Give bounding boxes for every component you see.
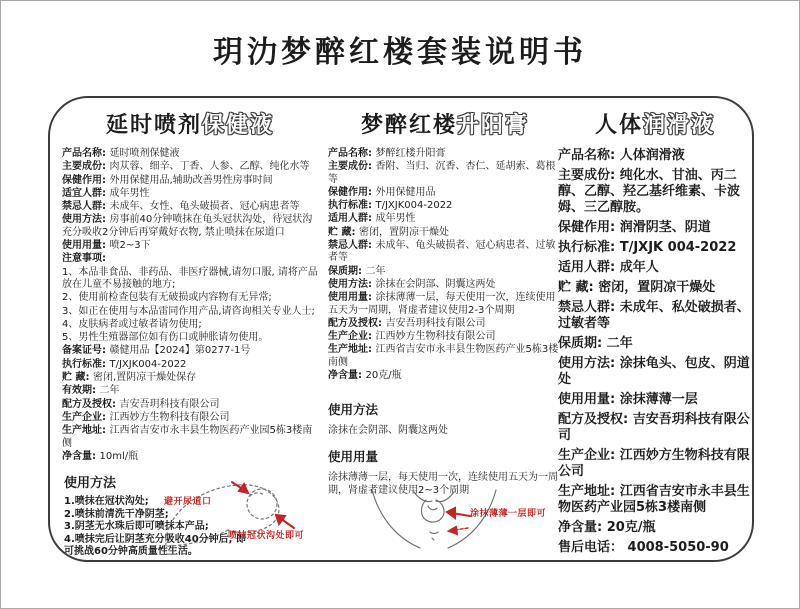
spec-label: 保质期: (328, 265, 366, 277)
spec-line (328, 227, 562, 239)
spec-label: 配方及授权: (62, 398, 120, 410)
spec-line (62, 201, 318, 213)
spec-line (558, 356, 752, 388)
ointment-header (328, 108, 562, 139)
spec-label: 生产企业: (558, 448, 620, 463)
spec-value: 房事前40分钟喷抹在龟头冠状沟处，待冠状沟充分吸收2分钟后再穿戴好衣物, 禁止喷抹在尿道口 (62, 214, 313, 238)
usage-heading: 使用方法 (64, 476, 117, 491)
header-bold-text: 延时喷剂 (105, 113, 202, 138)
spec-label: 保健作用: (328, 186, 376, 198)
content-frame (48, 96, 754, 562)
column-ointment (328, 98, 562, 560)
ointment-specs (328, 148, 562, 383)
spec-label: 产品名称: (558, 148, 620, 163)
spec-value: 吉安吾玥科技有限公司 (558, 412, 750, 443)
spec-label: 生产企业: (62, 411, 110, 423)
spec-line (62, 188, 318, 200)
header-outline-text: 保健液 (202, 113, 275, 138)
spec-label: 保质期: (558, 336, 607, 351)
spec-line (328, 370, 562, 382)
spec-label: 生产企业: (328, 331, 376, 343)
lubricant-specs (558, 148, 752, 560)
spec-line (62, 385, 318, 397)
column-delay-spray (62, 98, 318, 560)
spec-line (328, 213, 562, 225)
spec-label: 净含量: (328, 370, 366, 382)
spec-label: 禁忌人群: (328, 240, 376, 252)
spec-label: 禁忌人群: (62, 201, 110, 213)
spec-line (328, 240, 562, 265)
spec-value: 2、使用前检查包装有无破损或内容物有无异常; (62, 292, 272, 304)
spec-label: 主要成份: (328, 161, 376, 173)
annotation-spray-corona: 喷抹冠状沟处即可 (228, 531, 305, 541)
spec-value: T/JXJK 004-2022 (619, 240, 737, 255)
spec-line (328, 266, 562, 278)
spec-line (62, 240, 318, 252)
spec-label: 适宜人群: (62, 187, 110, 199)
spec-label: 使用用量: (62, 240, 110, 252)
spec-value: 涂抹薄薄一层，每天使用一次，连续使用五天为一周期，肾虚者建议使用2-3个周期 (328, 292, 556, 316)
spec-value: 涂抹龟头、包皮、阴道处 (558, 356, 750, 387)
section-text: 涂抹薄薄一层，每天使用一次，连续使用五天为一周期，肾虚者建议使用2~3个周期 (328, 471, 558, 496)
spec-line (558, 220, 752, 236)
spray-application-diagram (158, 480, 328, 554)
spec-label: 净含量: (558, 520, 607, 535)
spec-value: 涂抹薄薄一层 (619, 392, 698, 407)
usage-step: 3.阴茎无水珠后即可喷抹本产品; (64, 521, 209, 533)
spec-value: 江西省吉安市永丰县生物医药产业5栋3楼南侧 (328, 344, 559, 368)
spec-value: 江西省吉安市永丰县生物医药产业园5栋3楼南侧 (62, 425, 313, 449)
spec-value: 密闭，置阴凉干燥处 (358, 226, 449, 238)
spec-line (62, 451, 318, 463)
spec-label: 执行标准: (62, 358, 110, 370)
spec-label: 售后电话： (558, 540, 628, 555)
spec-line (558, 336, 752, 352)
spec-line (62, 399, 318, 411)
delay-spray-header (62, 108, 318, 139)
spec-label: 适用人群: (328, 213, 376, 225)
spec-value: 未成年、私处破损者、过敏者等 (558, 300, 750, 331)
section-heading: 使用用量 (328, 448, 379, 464)
spec-value: 5、男性生殖器部位如有伤口或肿胀请勿使用。 (62, 332, 269, 344)
spec-line (328, 344, 562, 369)
spec-line (558, 148, 752, 164)
spec-label: 使用方法: (558, 356, 620, 371)
spec-label: 贮 藏: (558, 280, 599, 295)
spec-value: 喷2~3下 (109, 240, 151, 252)
spec-label: 注意事项: (62, 253, 106, 265)
spec-value: 成年人 (619, 260, 659, 275)
page-title: 玥氻梦醉红楼套装说明书 (213, 35, 587, 70)
spec-line (328, 187, 562, 199)
spec-line (62, 253, 318, 265)
spec-value: 未成年、女性、龟头破损者、冠心病患者等 (109, 201, 300, 213)
spec-line (328, 318, 562, 330)
spec-label: 配方及授权: (558, 412, 633, 427)
spec-value: 4、皮肤病者或过敏者请勿使用; (62, 318, 202, 330)
column-lubricant (558, 98, 752, 560)
spec-value: 涂抹在会阴部、阴囊这两处 (375, 278, 496, 290)
spec-line (558, 520, 752, 536)
spec-value: 江西省吉安市永丰县生物医药产业园5栋3楼南侧 (558, 484, 750, 515)
spec-value: 二年 (99, 385, 120, 397)
spec-line (558, 280, 752, 296)
spec-label: 使用用量: (328, 292, 376, 304)
spec-line (62, 175, 318, 187)
spec-value: 二年 (606, 336, 633, 351)
spec-value: 外用保健用品,辅助改善男性房事时间 (109, 174, 273, 186)
spec-value: 江西妙方生物科技有限公司 (375, 331, 496, 343)
header-bold-text: 人体 (594, 113, 643, 138)
spec-line (62, 292, 318, 304)
spec-value: 江西妙方生物科技有限公司 (109, 411, 230, 423)
header-bold-text: 梦醉红楼 (360, 113, 457, 138)
spec-label: 配方及授权: (328, 317, 386, 329)
spec-value: 肉苁蓉、细辛、丁香、人参、乙醇、纯化水等 (109, 161, 310, 173)
spec-value: 4008-5050-90 (627, 540, 729, 555)
spec-line (328, 161, 562, 186)
spec-value: 成年男性 (375, 213, 416, 225)
section-heading: 使用方法 (328, 402, 379, 417)
usage-step: 4.喷抹完后让阴茎充分吸收40分钟后, 即可挑战60分钟高质量性生活。 (64, 533, 246, 558)
spec-value: 梦醉红楼升阳膏 (375, 148, 446, 159)
spec-label: 执行标准: (558, 240, 620, 255)
spec-value: 未成年、龟头破损者、冠心病患者、过敏者等 (328, 240, 556, 264)
spec-line (558, 484, 752, 516)
spec-line (62, 359, 318, 371)
spec-line (558, 300, 752, 332)
spec-label: 保健作用: (62, 174, 110, 186)
spec-value: T/JXJK004-2022 (109, 358, 187, 370)
delay-spray-specs (62, 148, 318, 464)
spec-value: 10ml/瓶 (99, 450, 139, 462)
lubricant-header (558, 108, 752, 139)
spec-line (62, 425, 318, 450)
spec-line (62, 332, 318, 344)
spec-line (62, 267, 318, 292)
annotation-avoid-urethra: 避开尿道口 (164, 497, 212, 507)
spec-label: 产品名称: (62, 148, 110, 159)
spec-value: 香附、当归、沉香、杏仁、延胡索、葛根等 (328, 161, 556, 185)
spec-value: 吉安吾玥科技有限公司 (119, 398, 220, 410)
spec-label: 执行标准: (328, 200, 376, 212)
spec-line (328, 292, 562, 317)
spec-label: 贮 藏: (62, 372, 93, 384)
spec-label: 主要成份: (62, 161, 110, 173)
spec-line (328, 200, 562, 212)
spec-label: 生产地址: (328, 344, 376, 356)
usage-step: 2.喷抹前清洗干净阴茎; (64, 508, 169, 520)
spec-label: 生产地址: (62, 425, 110, 437)
annotation-thin-layer: 涂抹薄薄一层即可 (470, 509, 547, 519)
spec-label: 禁忌人群: (558, 300, 620, 315)
spec-label: 备案证号: (62, 345, 110, 357)
spec-line (62, 148, 318, 160)
header-outline-text: 升阳膏 (457, 113, 530, 138)
spec-value: 二年 (365, 265, 386, 277)
spec-line (558, 392, 752, 408)
spec-value: T/JXJK004-2022 (375, 200, 453, 212)
spec-label: 生产地址: (558, 484, 620, 499)
spec-value: 3、如正在使用与本品雷同作用产品,请咨询相关专业人士; (62, 305, 315, 317)
spec-line (62, 161, 318, 173)
spec-label: 产品名称: (328, 148, 376, 159)
spec-value: 人体润滑液 (619, 148, 685, 163)
ointment-application-diagram (358, 486, 510, 554)
spec-value: 延时喷剂保健液 (109, 148, 180, 159)
spec-line (558, 540, 752, 556)
spec-line (62, 412, 318, 424)
spec-line (62, 319, 318, 331)
spec-line (328, 148, 562, 160)
penis-outline-drawing (158, 480, 328, 554)
spec-label: 有效期: (62, 385, 100, 397)
spec-value: 20克/瓶 (365, 370, 402, 382)
spec-value: 赣健用品【2024】第0277-1号 (109, 345, 251, 357)
spec-value: 1、本品非食品、非药品、非医疗器械,请勿口服, 请将产品放在儿童不易接触的地方; (62, 266, 318, 290)
spec-line (558, 412, 752, 444)
spec-value: 20克/瓶 (606, 520, 656, 535)
spec-label: 适用人群: (558, 260, 620, 275)
spec-line (328, 279, 562, 291)
spec-label: 保健作用: (558, 220, 620, 235)
spec-value: 纯化水、甘油、丙二醇、乙醇、羟乙基纤维素、卡波姆、三乙醇胺。 (558, 168, 741, 215)
spec-line (62, 345, 318, 357)
spec-line (62, 372, 318, 384)
spec-label: 使用方法: (328, 278, 376, 290)
spec-label: 使用方法: (62, 214, 110, 226)
spec-line (558, 168, 752, 216)
usage-method-section (328, 400, 562, 438)
spec-label: 贮 藏: (328, 226, 359, 238)
spec-value: 密闭,置阴凉干燥处保存 (92, 372, 197, 384)
spec-line (62, 214, 318, 239)
spec-line (558, 448, 752, 480)
spec-label: 主要成份: (558, 168, 620, 183)
spec-value: 吉安吾玥科技有限公司 (385, 317, 486, 329)
spec-line (558, 260, 752, 276)
section-text: 涂抹在会阴部、阴囊这两处 (328, 425, 448, 436)
spec-line (328, 331, 562, 343)
spec-value: 密闭，置阴凉干燥处 (598, 280, 716, 295)
spec-value: 成年男性 (109, 187, 150, 199)
spec-value: 润滑阴茎、阴道 (619, 220, 711, 235)
spec-value: 外用保健用品 (375, 186, 436, 198)
perineum-outline-drawing (358, 486, 510, 554)
header-outline-text: 润滑液 (643, 113, 716, 138)
spec-value: 江西妙方生物科技有限公司 (558, 448, 750, 479)
usage-step: 1.喷抹在冠状沟处; (64, 496, 149, 507)
spec-label: 净含量: (62, 450, 100, 462)
spec-label: 使用用量: (558, 392, 620, 407)
spec-line (62, 306, 318, 318)
spec-line (558, 240, 752, 256)
